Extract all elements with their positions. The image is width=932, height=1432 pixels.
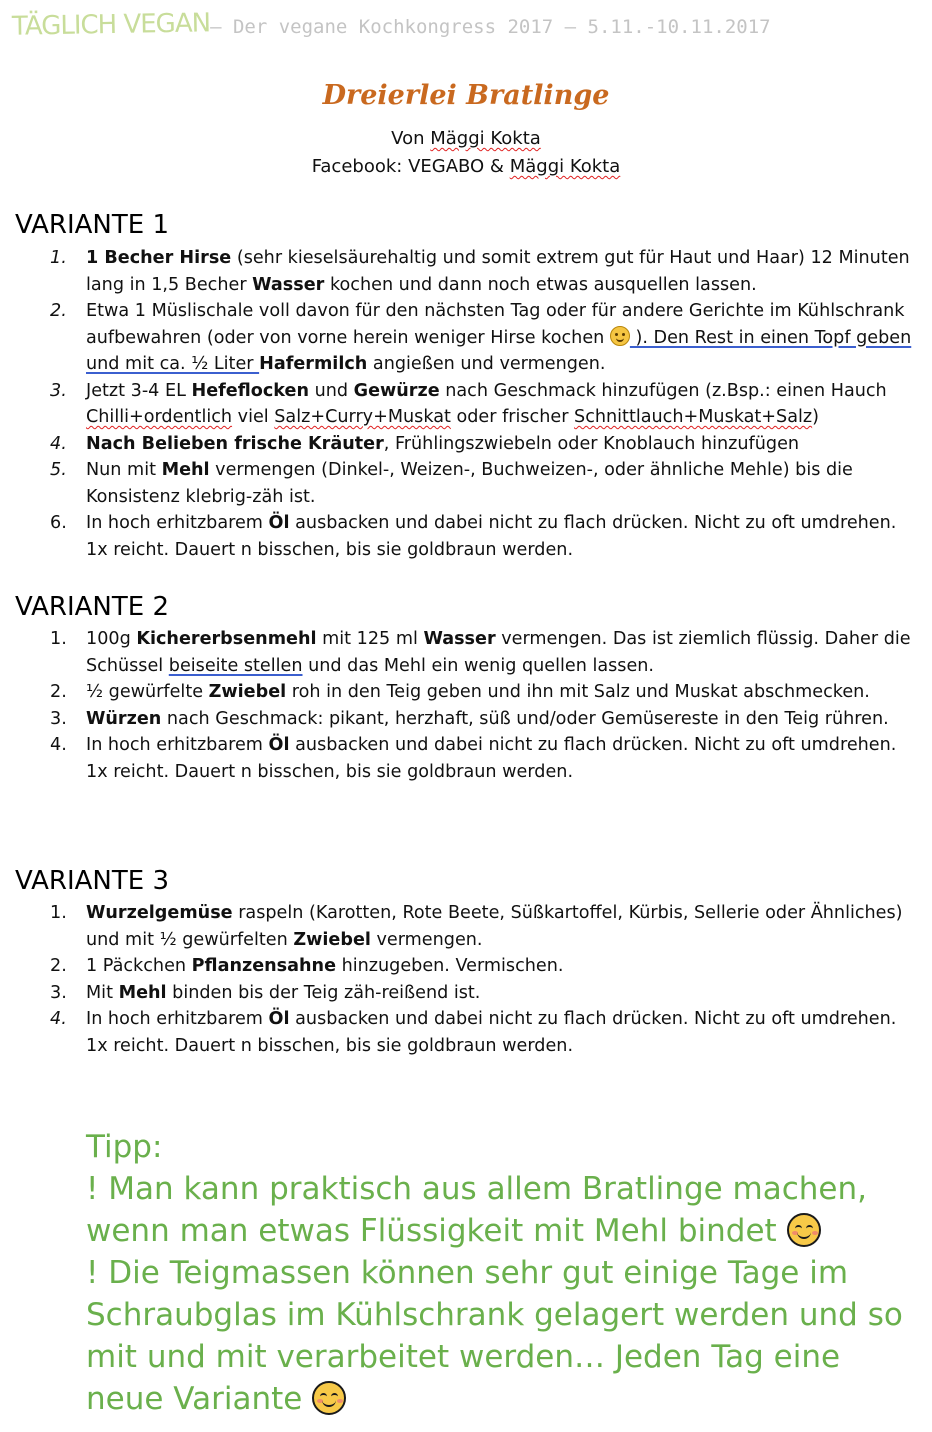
step-text: binden bis der Teig zäh-reißend ist. — [166, 982, 481, 1003]
step-text: kochen und dann noch etwas ausquellen lassen. — [324, 274, 757, 295]
variant-2-steps — [40, 626, 920, 785]
step-text: ). Den Rest in einen Topf geben und mit ca. ½ Liter — [86, 327, 912, 374]
variant-2-heading: VARIANTE 2 — [15, 592, 169, 622]
recipe-title: Dreierlei Bratlinge — [322, 80, 610, 111]
tip-heading: Tipp: — [86, 1129, 163, 1165]
step-text: viel — [232, 407, 275, 427]
ingredient: Zwiebel — [208, 682, 287, 702]
ingredient: Hefeflocken — [191, 380, 309, 401]
step-text: ausbacken und dabei nicht zu flach drücken. Nicht zu oft umdrehen. 1x reicht. Dauert n bisschen, bis sie goldbraun werden. — [86, 513, 897, 560]
list-item — [40, 1006, 920, 1059]
page-header — [12, 10, 771, 40]
step-text: , Frühlingszwiebeln oder Knoblauch hinzufügen — [383, 433, 800, 454]
step-number: 4. — [50, 1009, 67, 1029]
tip-text: ! Man kann praktisch aus allem Bratlinge machen, wenn man etwas Flüssigkeit mit Mehl bindet — [86, 1171, 868, 1249]
step-text: 100g — [86, 629, 137, 649]
step-text: raspeln (Karotten, Rote Beete, Süßkartoffel, Kürbis, Sellerie oder Ähnliches) und mit ½ gewürfelten — [86, 903, 903, 950]
facebook-name: Mäggi Kokta — [509, 156, 621, 177]
list-item — [40, 679, 920, 706]
facebook-prefix: Facebook: VEGABO & — [311, 156, 510, 177]
list-item — [40, 732, 920, 785]
step-text: Etwa 1 Müslischale voll davon für den nächsten Tag oder für andere Gerichte im Kühlschrank aufbewahren (oder von vorne herein weniger Hirse kochen — [86, 301, 905, 348]
step-number: 2. — [50, 682, 67, 702]
list-item — [40, 378, 920, 431]
step-text: roh in den Teig geben und ihn mit Salz und Muskat abschmecken. — [286, 682, 870, 702]
spellcheck-word: Chilli+ordentlich — [86, 407, 233, 427]
ingredient: Wasser — [252, 274, 325, 295]
ingredient: Zwiebel — [293, 929, 371, 950]
step-text: ) — [812, 407, 819, 427]
step-number: 2. — [50, 301, 67, 321]
step-text: oder frischer — [450, 407, 575, 427]
ingredient: Hafermilch — [259, 354, 368, 374]
variant-3-heading: VARIANTE 3 — [15, 866, 169, 896]
step-text: mit 125 ml — [316, 629, 424, 649]
step-text: Mit — [86, 982, 119, 1003]
list-item — [40, 431, 920, 458]
list-item — [40, 953, 920, 980]
step-text: vermengen. — [370, 929, 483, 950]
step-number: 2. — [50, 956, 67, 976]
step-text: ausbacken und dabei nicht zu flach drücken. Nicht zu oft umdrehen. 1x reicht. Dauert n bisschen, bis sie goldbraun werden. — [86, 1009, 897, 1056]
list-item — [40, 298, 920, 378]
spellcheck-word: Schnittlauch+Muskat+Salz — [574, 407, 813, 427]
facebook-line — [0, 156, 932, 177]
step-text: nach Geschmack: pikant, herzhaft, süß und/oder Gemüsereste in den Teig rühren. — [161, 708, 889, 729]
step-number: 1. — [50, 248, 67, 268]
smiley-icon — [610, 326, 630, 346]
step-number: 3. — [50, 982, 67, 1003]
variant-3-steps — [40, 900, 920, 1059]
brand-logo: TÄGLICH VEGAN — [11, 8, 211, 42]
author-prefix: Von — [391, 128, 431, 149]
list-item — [40, 626, 920, 679]
tip-line-2 — [86, 1252, 916, 1420]
step-number: 1. — [50, 903, 67, 923]
ingredient: Öl — [268, 735, 290, 755]
list-item — [40, 706, 920, 733]
list-item — [40, 980, 920, 1007]
step-text: ½ gewürfelte — [86, 682, 209, 702]
step-text: In hoch erhitzbarem — [86, 513, 269, 533]
step-text: und — [308, 380, 354, 401]
author-name: Mäggi Kokta — [430, 128, 541, 149]
step-text: hinzugeben. Vermischen. — [336, 956, 564, 976]
step-number: 3. — [50, 708, 67, 729]
list-item — [40, 457, 920, 510]
step-text: 1 Päckchen — [86, 956, 192, 976]
step-text: und das Mehl ein wenig quellen lassen. — [302, 655, 655, 676]
step-number: 1. — [50, 629, 67, 649]
step-text: In hoch erhitzbarem — [86, 1009, 269, 1029]
step-text: (sehr kieselsäurehaltig und somit extrem gut für Haut und Haar) 12 Minuten lang in 1,5 Becher — [86, 248, 910, 295]
variant-1-steps — [40, 245, 920, 563]
author-line — [0, 128, 932, 149]
step-text: nach Geschmack hinzufügen (z.Bsp.: einen Hauch — [439, 380, 887, 401]
ingredient: Gewürze — [353, 380, 440, 401]
step-text: Jetzt 3-4 EL — [86, 380, 192, 401]
grammar-marked-phrase: beiseite stellen — [168, 655, 303, 676]
list-item — [40, 245, 920, 298]
ingredient: Wasser — [423, 629, 496, 649]
step-number: 5. — [50, 460, 67, 480]
ingredient: Pflanzensahne — [191, 956, 336, 976]
step-number: 4. — [50, 433, 67, 454]
ingredient: Wurzelgemüse — [86, 903, 233, 923]
ingredient: Kichererbsenmehl — [136, 629, 317, 649]
step-text: In hoch erhitzbarem — [86, 735, 269, 755]
step-text: vermengen. Das ist ziemlich flüssig. Daher die Schüssel — [86, 629, 911, 676]
smiley-icon — [787, 1213, 821, 1247]
ingredient: 1 Becher Hirse — [86, 248, 232, 268]
ingredient: Öl — [268, 1009, 290, 1029]
list-item — [40, 900, 920, 953]
tip-box — [86, 1126, 916, 1420]
ingredient: Würzen — [86, 708, 162, 729]
step-text: vermengen (Dinkel-, Weizen-, Buchweizen-, oder ähnliche Mehle) bis die Konsistenz klebrig-zäh ist. — [86, 460, 853, 507]
step-text: angießen und vermengen. — [367, 354, 606, 374]
step-text: Nun mit — [86, 460, 162, 480]
ingredient: Mehl — [161, 460, 210, 480]
ingredient: Nach Belieben frische Kräuter — [86, 433, 384, 454]
ingredient: Mehl — [118, 982, 167, 1003]
tip-line-1 — [86, 1168, 916, 1252]
ingredient: Öl — [268, 513, 290, 533]
spellcheck-word: Salz+Curry+Muskat — [274, 407, 451, 427]
step-number: 6. — [50, 513, 67, 533]
tip-text: ! Die Teigmassen können sehr gut einige Tage im Schraubglas im Kühlschrank gelagert werden und so mit und mit verarbeitet werden… Jeden Tag eine neue Variante — [86, 1255, 903, 1417]
list-item — [40, 510, 920, 563]
variant-1-heading: VARIANTE 1 — [15, 210, 169, 240]
step-number: 3. — [50, 380, 67, 401]
step-text: ausbacken und dabei nicht zu flach drücken. Nicht zu oft umdrehen. 1x reicht. Dauert n bisschen, bis sie goldbraun werden. — [86, 735, 897, 782]
step-number: 4. — [50, 735, 67, 755]
header-subtitle: – Der vegane Kochkongress 2017 – 5.11.-10.11.2017 — [210, 16, 771, 38]
smiley-icon — [312, 1381, 346, 1415]
